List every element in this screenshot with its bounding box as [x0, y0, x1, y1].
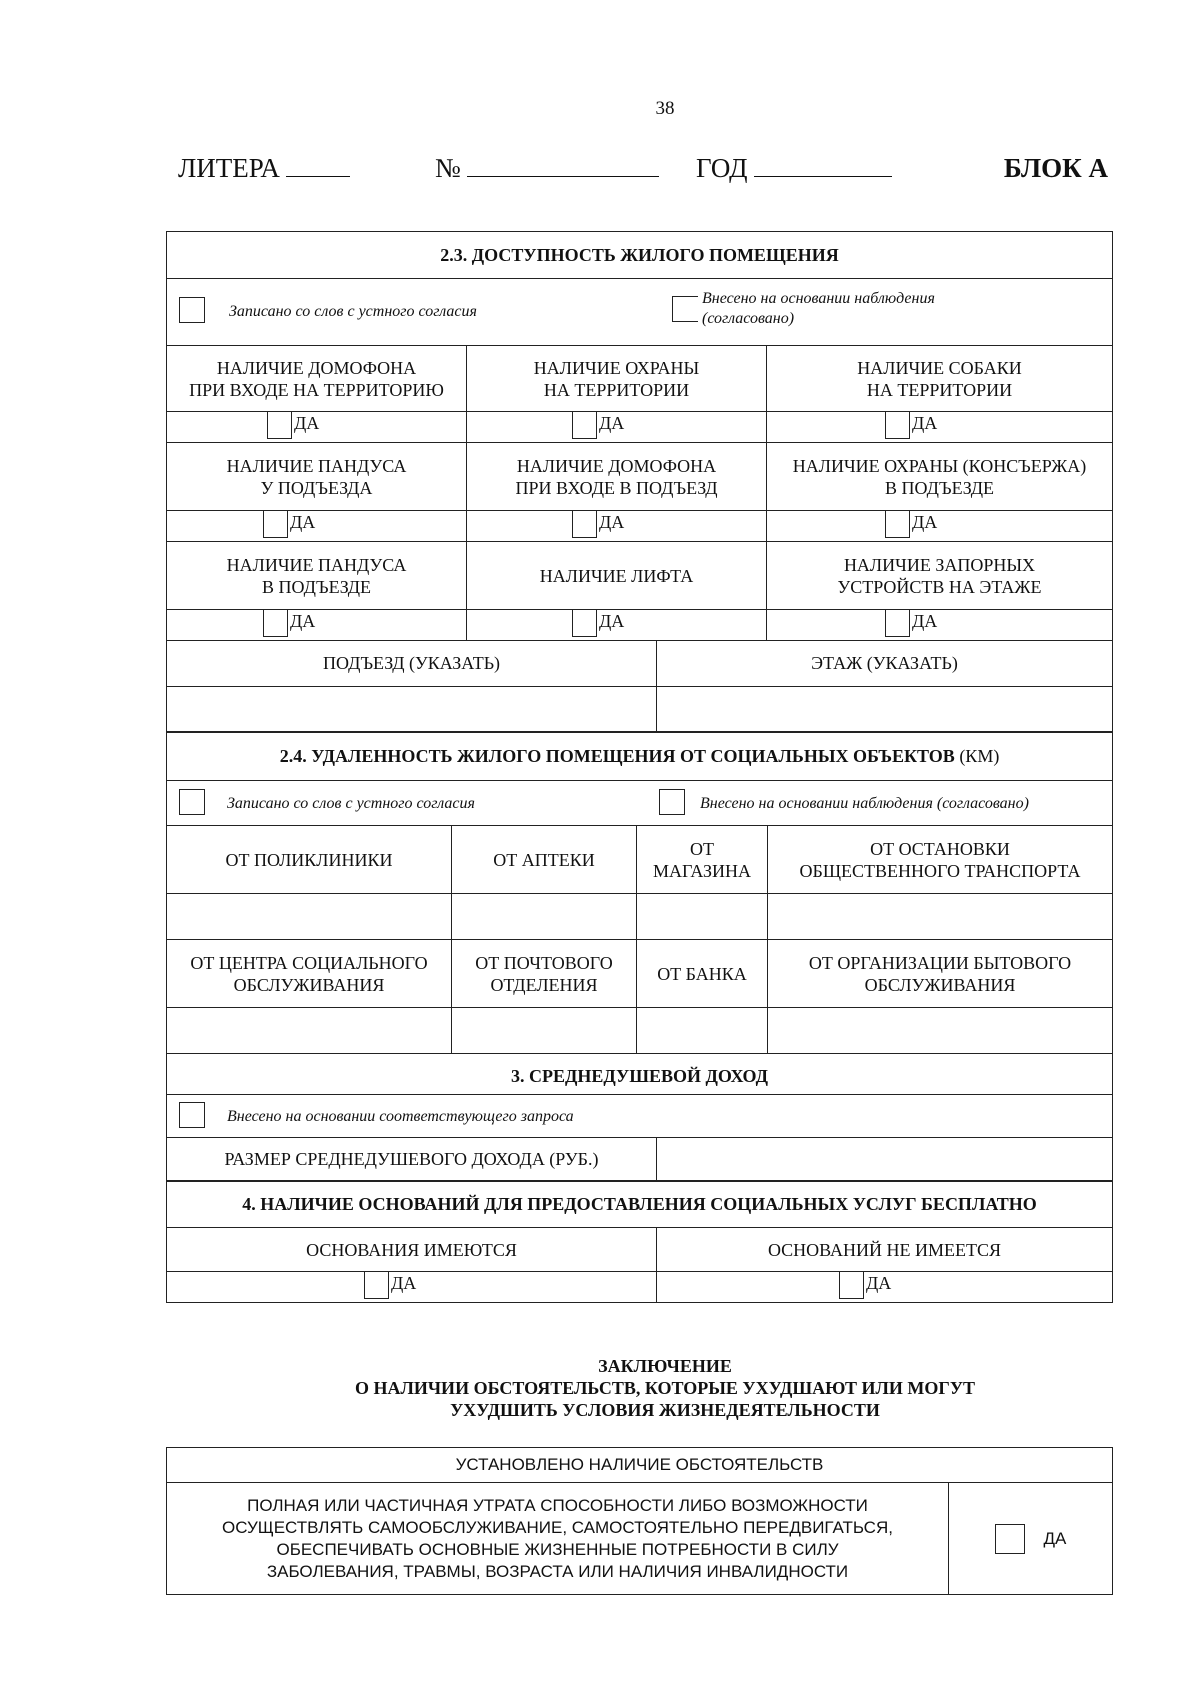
distance-observation-consent-label: Внесено на основании наблюдения (согласовано) — [700, 795, 1029, 812]
yes-label: ДА — [290, 512, 316, 532]
floor-input[interactable] — [657, 686, 1113, 732]
from-pharmacy-input[interactable] — [452, 894, 637, 940]
intercom-entrance-line1: НАЛИЧИЕ ДОМОФОНА — [516, 455, 717, 476]
elevator-label: НАЛИЧИЕ ЛИФТА — [467, 542, 767, 610]
from-bank-input[interactable] — [637, 1008, 768, 1054]
yes-label: ДА — [866, 1273, 892, 1293]
circumstance-line2: ОСУЩЕСТВЛЯТЬ САМООБСЛУЖИВАНИЕ, САМОСТОЯТЕЛЬНО ПЕРЕДВИГАТЬСЯ, — [222, 1517, 893, 1537]
intercom-territory-yes-checkbox[interactable] — [267, 412, 292, 439]
dog-territory-line1: НАЛИЧИЕ СОБАКИ — [857, 357, 1022, 378]
ramp-inside-line2: В ПОДЪЕЗДЕ — [261, 576, 371, 597]
circumstances-header: УСТАНОВЛЕНО НАЛИЧИЕ ОБСТОЯТЕЛЬСТВ — [167, 1448, 1113, 1483]
yes-label: ДА — [599, 512, 625, 532]
income-table — [166, 1053, 1113, 1182]
yes-label: ДА — [290, 611, 316, 631]
circumstance-line4: ЗАБОЛЕВАНИЯ, ТРАВМЫ, ВОЗРАСТА ИЛИ НАЛИЧИЯ ИНВАЛИДНОСТИ — [266, 1561, 849, 1581]
conclusion-heading — [0, 1355, 1200, 1421]
observation-consent-label — [702, 289, 935, 329]
yes-label: ДА — [391, 1273, 417, 1293]
distance-table — [166, 731, 1113, 1054]
conclusion-subtitle-line1: О НАЛИЧИИ ОБСТОЯТЕЛЬСТВ, КОТОРЫЕ УХУДШАЮТ ИЛИ МОГУТ — [354, 1378, 976, 1398]
income-size-input[interactable] — [657, 1137, 1113, 1181]
ramp-entrance-label — [167, 443, 467, 511]
concierge-entrance-label — [767, 443, 1113, 511]
locking-devices-line2: УСТРОЙСТВ НА ЭТАЖЕ — [837, 576, 1042, 597]
year-field — [696, 153, 892, 184]
number-input[interactable] — [467, 156, 659, 177]
litera-input[interactable] — [286, 156, 350, 177]
from-post-office-line2: ОТДЕЛЕНИЯ — [490, 974, 598, 995]
from-transport-stop-line1: ОТ ОСТАНОВКИ — [870, 838, 1010, 859]
from-transport-stop-line2: ОБЩЕСТВЕННОГО ТРАНСПОРТА — [799, 860, 1081, 881]
from-social-center-line2: ОБСЛУЖИВАНИЯ — [233, 974, 385, 995]
year-input[interactable] — [754, 156, 892, 177]
from-pharmacy-label: ОТ АПТЕКИ — [452, 826, 637, 894]
elevator-yes-checkbox[interactable] — [572, 610, 597, 637]
dog-territory-yes-checkbox[interactable] — [885, 412, 910, 439]
yes-label: ДА — [599, 413, 625, 433]
block-label: БЛОК А — [1003, 153, 1108, 183]
security-territory-line2: НА ТЕРРИТОРИИ — [543, 379, 690, 400]
section-2-4-title — [167, 732, 1113, 781]
yes-label: ДА — [1043, 1528, 1067, 1548]
circumstance-line3: ОБЕСПЕЧИВАТЬ ОСНОВНЫЕ ЖИЗНЕННЫЕ ПОТРЕБНОСТИ В СИЛУ — [276, 1539, 839, 1559]
litera-field — [178, 153, 350, 184]
section-3-title: 3. СРЕДНЕДУШЕВОЙ ДОХОД — [167, 1053, 1113, 1094]
yes-label: ДА — [912, 512, 938, 532]
distance-observation-consent-checkbox[interactable] — [659, 789, 685, 815]
concierge-entrance-line1: НАЛИЧИЕ ОХРАНЫ (КОНСЪЕРЖА) — [792, 455, 1087, 476]
litera-label: ЛИТЕРА — [178, 153, 280, 183]
security-territory-yes-checkbox[interactable] — [572, 412, 597, 439]
from-clinic-label: ОТ ПОЛИКЛИНИКИ — [167, 826, 452, 894]
from-post-office-label — [452, 940, 637, 1008]
distance-oral-consent-label: Записано со слов с устного согласия — [227, 795, 475, 812]
accessibility-table — [166, 231, 1113, 641]
concierge-entrance-yes-checkbox[interactable] — [885, 511, 910, 538]
from-transport-stop-input[interactable] — [768, 894, 1113, 940]
number-label: № — [435, 153, 461, 183]
section-2-4-title-text: 2.4. УДАЛЕННОСТЬ ЖИЛОГО ПОМЕЩЕНИЯ ОТ СОЦИАЛЬНЫХ ОБЪЕКТОВ — [279, 746, 955, 766]
year-label: ГОД — [696, 153, 748, 183]
ramp-entrance-line1: НАЛИЧИЕ ПАНДУСА — [226, 455, 407, 476]
ramp-inside-label — [167, 542, 467, 610]
security-territory-label — [467, 346, 767, 412]
form-header — [178, 153, 1108, 193]
circumstance-line1: ПОЛНАЯ ИЛИ ЧАСТИЧНАЯ УТРАТА СПОСОБНОСТИ ЛИБО ВОЗМОЖНОСТИ — [247, 1495, 868, 1515]
locking-devices-line1: НАЛИЧИЕ ЗАПОРНЫХ — [843, 554, 1036, 575]
circumstance-description — [167, 1483, 949, 1595]
intercom-entrance-label — [467, 443, 767, 511]
from-store-line1: ОТ — [690, 838, 714, 859]
from-social-center-input[interactable] — [167, 1008, 452, 1054]
observation-consent-line1: Внесено на основании наблюдения — [702, 290, 935, 307]
section-2-4-consent-row — [167, 781, 1113, 826]
from-store-input[interactable] — [637, 894, 768, 940]
number-field — [435, 153, 659, 184]
section-2-4-unit: (КМ) — [959, 746, 1000, 766]
grounds-none-yes-checkbox[interactable] — [839, 1272, 864, 1299]
distance-oral-consent-checkbox[interactable] — [179, 789, 205, 815]
income-request-label: Внесено на основании соответствующего запроса — [227, 1107, 574, 1125]
oral-consent-checkbox[interactable] — [179, 297, 205, 323]
intercom-entrance-line2: ПРИ ВХОДЕ В ПОДЪЕЗД — [515, 477, 718, 498]
income-size-label: РАЗМЕР СРЕДНЕДУШЕВОГО ДОХОДА (РУБ.) — [167, 1137, 657, 1181]
from-consumer-services-label — [768, 940, 1113, 1008]
concierge-entrance-line2: В ПОДЪЕЗДЕ — [884, 477, 994, 498]
from-post-office-line1: ОТ ПОЧТОВОГО — [475, 952, 613, 973]
observation-consent-line2: (согласовано) — [702, 310, 795, 327]
entrance-floor-table — [166, 640, 1113, 733]
intercom-territory-line1: НАЛИЧИЕ ДОМОФОНА — [216, 357, 417, 378]
conclusion-table-wrap — [166, 1447, 1112, 1595]
ramp-inside-yes-checkbox[interactable] — [263, 610, 288, 637]
entrance-label: ПОДЪЕЗД (УКАЗАТЬ) — [167, 640, 657, 686]
security-territory-line1: НАЛИЧИЕ ОХРАНЫ — [533, 357, 700, 378]
observation-consent-checkbox[interactable] — [672, 296, 698, 322]
section-2-3-consent-row — [167, 279, 1113, 346]
section-4-title: 4. НАЛИЧИЕ ОСНОВАНИЙ ДЛЯ ПРЕДОСТАВЛЕНИЯ СОЦИАЛЬНЫХ УСЛУГ БЕСПЛАТНО — [167, 1181, 1113, 1228]
conclusion-subtitle-line2: УХУДШИТЬ УСЛОВИЯ ЖИЗНЕДЕЯТЕЛЬНОСТИ — [450, 1400, 880, 1420]
entrance-input[interactable] — [167, 686, 657, 732]
circumstance-yes-cell — [949, 1483, 1113, 1595]
yes-label: ДА — [294, 413, 320, 433]
from-store-label — [637, 826, 768, 894]
from-social-center-line1: ОТ ЦЕНТРА СОЦИАЛЬНОГО — [190, 952, 428, 973]
yes-label: ДА — [912, 413, 938, 433]
conclusion-table — [166, 1447, 1113, 1595]
section-2-3-title: 2.3. ДОСТУПНОСТЬ ЖИЛОГО ПОМЕЩЕНИЯ — [167, 232, 1113, 279]
dog-territory-label — [767, 346, 1113, 412]
ramp-inside-line1: НАЛИЧИЕ ПАНДУСА — [226, 554, 407, 575]
section-3-consent-row — [167, 1094, 1113, 1137]
page-number: 38 — [655, 98, 675, 119]
from-consumer-services-line2: ОБСЛУЖИВАНИЯ — [864, 974, 1016, 995]
grounds-table — [166, 1180, 1113, 1303]
dog-territory-line2: НА ТЕРРИТОРИИ — [866, 379, 1013, 400]
from-consumer-services-line1: ОТ ОРГАНИЗАЦИИ БЫТОВОГО — [808, 952, 1072, 973]
grounds-exist-yes-checkbox[interactable] — [364, 1272, 389, 1299]
income-request-checkbox[interactable] — [179, 1102, 205, 1128]
yes-label: ДА — [599, 611, 625, 631]
locking-devices-yes-checkbox[interactable] — [885, 610, 910, 637]
from-bank-label: ОТ БАНКА — [637, 940, 768, 1008]
conclusion-title: ЗАКЛЮЧЕНИЕ — [598, 1356, 732, 1376]
grounds-exist-label: ОСНОВАНИЯ ИМЕЮТСЯ — [167, 1228, 657, 1272]
from-transport-stop-label — [768, 826, 1113, 894]
locking-devices-label — [767, 542, 1113, 610]
main-form — [166, 231, 1112, 1303]
ramp-entrance-yes-checkbox[interactable] — [263, 511, 288, 538]
yes-label: ДА — [912, 611, 938, 631]
circumstance-yes-checkbox[interactable] — [995, 1524, 1025, 1554]
grounds-none-label: ОСНОВАНИЙ НЕ ИМЕЕТСЯ — [657, 1228, 1113, 1272]
from-social-center-label — [167, 940, 452, 1008]
from-store-line2: МАГАЗИНА — [652, 860, 751, 881]
ramp-entrance-line2: У ПОДЪЕЗДА — [260, 477, 373, 498]
from-consumer-services-input[interactable] — [768, 1008, 1113, 1054]
intercom-entrance-yes-checkbox[interactable] — [572, 511, 597, 538]
from-clinic-input[interactable] — [167, 894, 452, 940]
from-post-office-input[interactable] — [452, 1008, 637, 1054]
intercom-territory-line2: ПРИ ВХОДЕ НА ТЕРРИТОРИЮ — [189, 379, 444, 400]
intercom-territory-label — [167, 346, 467, 412]
oral-consent-label: Записано со слов с устного согласия — [229, 303, 477, 320]
floor-label: ЭТАЖ (УКАЗАТЬ) — [657, 640, 1113, 686]
